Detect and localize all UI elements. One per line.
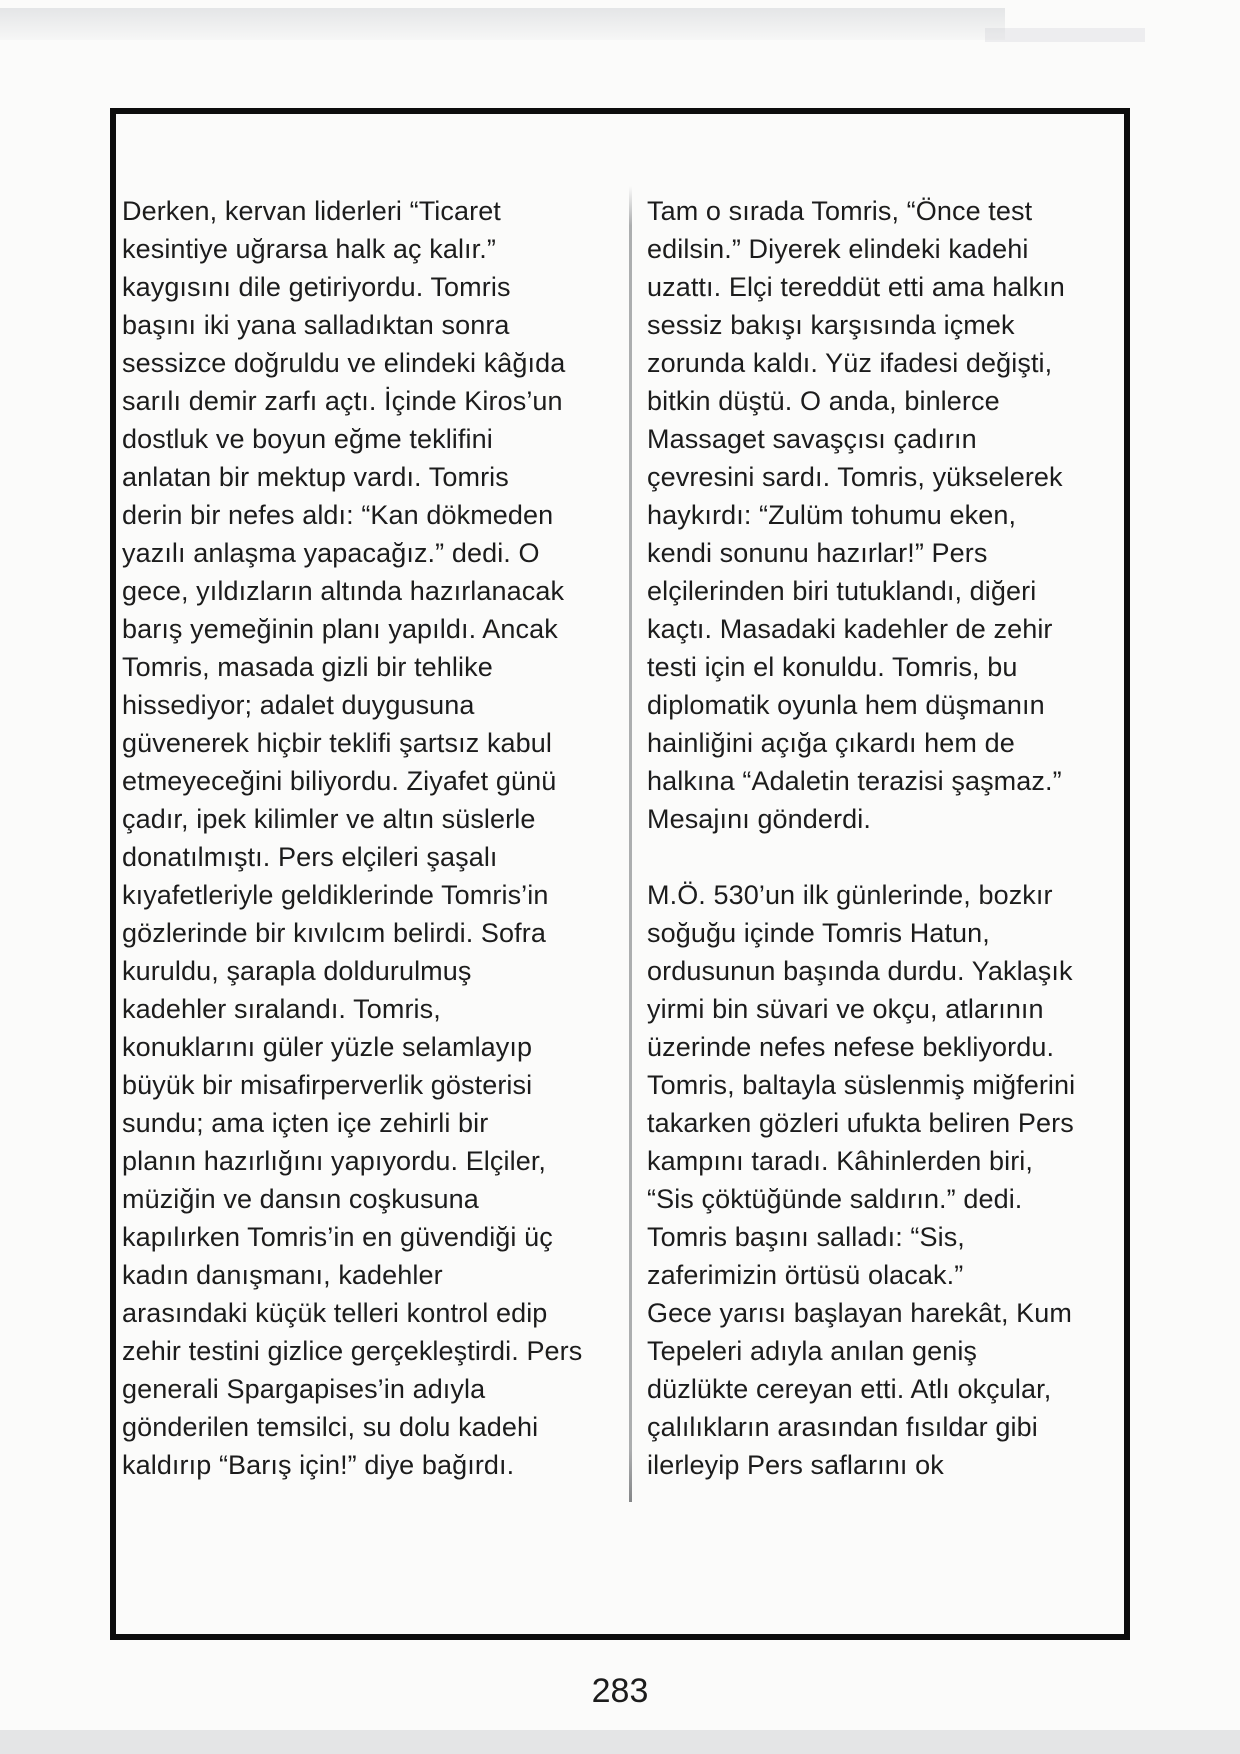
- text-line: çalılıkların arasından fısıldar gibi: [647, 1412, 1038, 1442]
- paragraph: [122, 192, 638, 1484]
- text-line: kaygısını dile getiriyordu. Tomris: [122, 272, 511, 302]
- text-line: yirmi bin süvari ve okçu, atlarının: [647, 994, 1044, 1024]
- text-line: sessiz bakışı karşısında içmek: [647, 310, 1015, 340]
- text-line: kapılırken Tomris’in en güvendiği üç: [122, 1222, 553, 1252]
- paragraph: [647, 876, 1125, 1484]
- text-line: zaferimizin örtüsü olacak.”: [647, 1260, 964, 1290]
- text-line: diplomatik oyunla hem düşmanın: [647, 690, 1045, 720]
- text-line: kendi sonunu hazırlar!” Pers: [647, 538, 988, 568]
- text-line: gözlerinde bir kıvılcım belirdi. Sofra: [122, 918, 546, 948]
- text-line: çevresini sardı. Tomris, yükselerek: [647, 462, 1063, 492]
- text-line: Tomris, masada gizli bir tehlike: [122, 652, 493, 682]
- text-line: etmeyeceğini biliyordu. Ziyafet günü: [122, 766, 557, 796]
- text-line: güvenerek hiçbir teklifi şartsız kabul: [122, 728, 552, 758]
- text-line: arasındaki küçük telleri kontrol edip: [122, 1298, 548, 1328]
- scan-artifact-top: [0, 8, 1005, 40]
- text-line: takarken gözleri ufukta beliren Pers: [647, 1108, 1074, 1138]
- text-column-left: [122, 192, 638, 1484]
- text-line: çadır, ipek kilimler ve altın süslerle: [122, 804, 536, 834]
- text-line: başını iki yana salladıktan sonra: [122, 310, 510, 340]
- text-line: zehir testini gizlice gerçekleştirdi. Pers: [122, 1336, 583, 1366]
- text-line: kaçtı. Masadaki kadehler de zehir: [647, 614, 1053, 644]
- text-line: hainliğini açığa çıkardı hem de: [647, 728, 1015, 758]
- text-line: büyük bir misafirperverlik gösterisi: [122, 1070, 533, 1100]
- text-line: testi için el konuldu. Tomris, bu: [647, 652, 1018, 682]
- text-line: uzattı. Elçi tereddüt etti ama halkın: [647, 272, 1065, 302]
- text-line: zorunda kaldı. Yüz ifadesi değişti,: [647, 348, 1053, 378]
- column-divider: [629, 186, 632, 1502]
- text-line: kadın danışmanı, kadehler: [122, 1260, 443, 1290]
- text-line: kampını taradı. Kâhinlerden biri,: [647, 1146, 1034, 1176]
- text-line: soğuğu içinde Tomris Hatun,: [647, 918, 990, 948]
- page-number: 283: [591, 1672, 649, 1710]
- text-line: planın hazırlığını yapıyordu. Elçiler,: [122, 1146, 547, 1176]
- text-line: Tam o sırada Tomris, “Önce test: [647, 196, 1033, 226]
- paragraph: [647, 192, 1125, 838]
- text-line: anlatan bir mektup vardı. Tomris: [122, 462, 509, 492]
- text-line: dostluk ve boyun eğme teklifini: [122, 424, 493, 454]
- scan-artifact-right: [985, 28, 1145, 42]
- text-line: sarılı demir zarfı açtı. İçinde Kiros’un: [122, 386, 563, 416]
- text-line: kıyafetleriyle geldiklerinde Tomris’in: [122, 880, 549, 910]
- text-line: derin bir nefes aldı: “Kan dökmeden: [122, 500, 554, 530]
- text-line: gönderilen temsilci, su dolu kadehi: [122, 1412, 539, 1442]
- text-line: müziğin ve dansın coşkusuna: [122, 1184, 479, 1214]
- text-line: barış yemeğinin planı yapıldı. Ancak: [122, 614, 558, 644]
- text-line: kadehler sıralandı. Tomris,: [122, 994, 441, 1024]
- text-line: gece, yıldızların altında hazırlanacak: [122, 576, 565, 606]
- page-frame: [110, 108, 1130, 1640]
- text-line: Derken, kervan liderleri “Ticaret: [122, 196, 501, 226]
- text-line: M.Ö. 530’un ilk günlerinde, bozkır: [647, 880, 1053, 910]
- text-line: edilsin.” Diyerek elindeki kadehi: [647, 234, 1029, 264]
- text-line: konuklarını güler yüzle selamlayıp: [122, 1032, 533, 1062]
- text-line: düzlükte cereyan etti. Atlı okçular,: [647, 1374, 1052, 1404]
- text-line: Tomris, baltayla süslenmiş miğferini: [647, 1070, 1076, 1100]
- text-line: “Sis çöktüğünde saldırın.” dedi.: [647, 1184, 1023, 1214]
- text-line: Tomris başını salladı: “Sis,: [647, 1222, 965, 1252]
- text-line: kaldırıp “Barış için!” diye bağırdı.: [122, 1450, 515, 1480]
- text-line: Massaget savaşçısı çadırın: [647, 424, 977, 454]
- text-line: Tepeleri adıyla anılan geniş: [647, 1336, 978, 1366]
- text-line: haykırdı: “Zulüm tohumu eken,: [647, 500, 1017, 530]
- text-line: elçilerinden biri tutuklandı, diğeri: [647, 576, 1037, 606]
- text-line: Gece yarısı başlayan harekât, Kum: [647, 1298, 1073, 1328]
- scan-artifact-bottom: [0, 1730, 1240, 1754]
- text-line: yazılı anlaşma yapacağız.” dedi. O: [122, 538, 540, 568]
- text-line: bitkin düştü. O anda, binlerce: [647, 386, 1000, 416]
- text-line: hissediyor; adalet duygusuna: [122, 690, 475, 720]
- text-line: sundu; ama içten içe zehirli bir: [122, 1108, 489, 1138]
- text-columns: [116, 114, 1124, 1634]
- text-line: generali Spargapises’in adıyla: [122, 1374, 486, 1404]
- text-line: halkına “Adaletin terazisi şaşmaz.”: [647, 766, 1062, 796]
- text-line: kuruldu, şarapla doldurulmuş: [122, 956, 472, 986]
- text-line: ordusunun başında durdu. Yaklaşık: [647, 956, 1073, 986]
- text-line: sessizce doğruldu ve elindeki kâğıda: [122, 348, 566, 378]
- text-line: Mesajını gönderdi.: [647, 804, 871, 834]
- text-line: donatılmıştı. Pers elçileri şaşalı: [122, 842, 498, 872]
- text-line: kesintiye uğrarsa halk aç kalır.”: [122, 234, 496, 264]
- text-column-right: [647, 192, 1125, 1484]
- text-line: üzerinde nefes nefese bekliyordu.: [647, 1032, 1055, 1062]
- text-line: ilerleyip Pers saflarını ok: [647, 1450, 944, 1480]
